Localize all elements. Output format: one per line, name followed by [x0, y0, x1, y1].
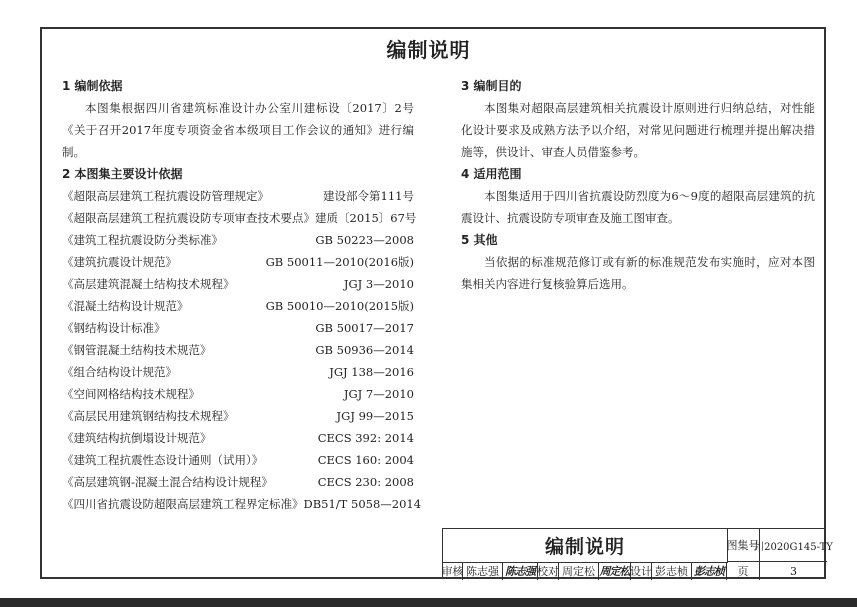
reference-code: JGJ 99—2015 — [336, 409, 414, 423]
reference-code: 建设部令第111号 — [323, 189, 414, 203]
reference-code: 建质〔2015〕67号 — [315, 211, 417, 225]
title-block — [441, 528, 833, 579]
page-number: 3 — [790, 564, 797, 578]
reference-row — [62, 361, 414, 383]
title-block-title: 编制说明 — [443, 529, 728, 563]
section-5-paragraph: 当依据的标准规范修订或有新的标准规范发布实施时，应对本图集相关内容进行复核验算后选用。 — [461, 255, 815, 291]
reference-name: 《组合结构设计规范》 — [62, 365, 177, 379]
reference-row — [62, 317, 414, 339]
reference-code: DB51/T 5058—2014 — [303, 497, 422, 511]
reference-code: GB 50010—2010(2015版) — [265, 299, 414, 313]
reference-row — [62, 449, 414, 471]
reference-row — [62, 229, 414, 251]
reference-name: 《四川省抗震设防超限高层建筑工程界定标准》 — [62, 497, 304, 511]
designer-signature: 彭志桢 — [692, 562, 727, 580]
page-title: 编制说明 — [386, 38, 471, 62]
reference-row — [62, 405, 414, 427]
check-label: 校对 — [538, 562, 559, 580]
left-column — [62, 75, 422, 515]
reference-name: 《建筑工程抗震性态设计通则（试用）》 — [62, 453, 264, 467]
section-4-heading: 4 适用范围 — [461, 167, 522, 181]
reference-name: 《建筑结构抗倒塌设计规范》 — [62, 431, 212, 445]
section-4-paragraph: 本图集适用于四川省抗震设防烈度为6～9度的超限高层建筑的抗震设计、抗震设防专项审查及施工图审查。 — [461, 189, 815, 225]
reference-name: 《超限高层建筑工程抗震设防专项审查技术要点》 — [62, 211, 315, 225]
reference-name: 《高层建筑钢-混凝土混合结构设计规程》 — [62, 475, 273, 489]
reference-row — [62, 295, 414, 317]
right-column — [461, 75, 815, 295]
reference-list — [62, 185, 422, 515]
section-3-paragraph: 本图集对超限高层建筑相关抗震设计原则进行归纳总结，对性能化设计要求及成熟方法予以介绍，对常见问题进行梳理并提出解决措施等，供设计、审查人员借鉴参考。 — [461, 101, 815, 159]
reference-name: 《空间网格结构技术规程》 — [62, 387, 200, 401]
checker-signature: 周定松 — [599, 562, 631, 580]
reference-code: JGJ 3—2010 — [343, 277, 414, 291]
section-1-paragraph: 本图集根据四川省建筑标准设计办公室川建标设〔2017〕2号《关于召开2017年度专项资金省本级项目工作会议的通知》进行编制。 — [62, 101, 414, 159]
designer-name: 彭志桢 — [652, 562, 692, 580]
atlas-label: 图集号 — [727, 529, 760, 562]
reference-name: 《高层建筑混凝土结构技术规程》 — [62, 277, 235, 291]
reference-name: 《超限高层建筑工程抗震设防管理规定》 — [62, 189, 269, 203]
section-5-heading: 5 其他 — [461, 233, 498, 247]
reference-name: 《钢结构设计标准》 — [62, 321, 166, 335]
reference-row — [62, 383, 414, 405]
reference-row — [62, 339, 414, 361]
atlas-number: 川2020G145-TY — [760, 529, 827, 562]
reference-name: 《建筑抗震设计规范》 — [62, 255, 177, 269]
reference-name: 《高层民用建筑钢结构技术规程》 — [62, 409, 235, 423]
section-3-heading: 3 编制目的 — [461, 79, 522, 93]
reference-row — [62, 471, 414, 493]
reviewer-name: 陈志强 — [463, 562, 503, 580]
reference-code: CECS 230: 2008 — [317, 475, 414, 489]
reference-code: GB 50011—2010(2016版) — [265, 255, 414, 269]
reference-code: CECS 160: 2004 — [317, 453, 414, 467]
reference-name: 《建筑工程抗震设防分类标准》 — [62, 233, 223, 247]
section-2-heading: 2 本图集主要设计依据 — [62, 167, 183, 181]
reference-code: CECS 392: 2014 — [317, 431, 414, 445]
design-label: 设计 — [631, 562, 652, 580]
reference-name: 《钢管混凝土结构技术规范》 — [62, 343, 212, 357]
reference-row — [62, 427, 414, 449]
reference-name: 《混凝土结构设计规范》 — [62, 299, 189, 313]
checker-name: 周定松 — [559, 562, 599, 580]
reviewer-signature: 陈志强 — [503, 562, 538, 580]
reference-code: GB 50223—2008 — [315, 233, 414, 247]
page-label: 页 — [727, 562, 760, 580]
reference-row — [62, 273, 414, 295]
reference-row — [62, 207, 417, 229]
scan-edge-band — [0, 598, 857, 607]
reference-code: JGJ 7—2010 — [343, 387, 414, 401]
reference-code: JGJ 138—2016 — [329, 365, 414, 379]
reference-row — [62, 185, 414, 207]
reference-code: GB 50936—2014 — [315, 343, 414, 357]
section-1-heading: 1 编制依据 — [62, 79, 123, 93]
reference-row — [62, 493, 422, 515]
review-label: 审核 — [443, 562, 463, 580]
reference-row — [62, 251, 414, 273]
reference-code: GB 50017—2017 — [315, 321, 414, 335]
